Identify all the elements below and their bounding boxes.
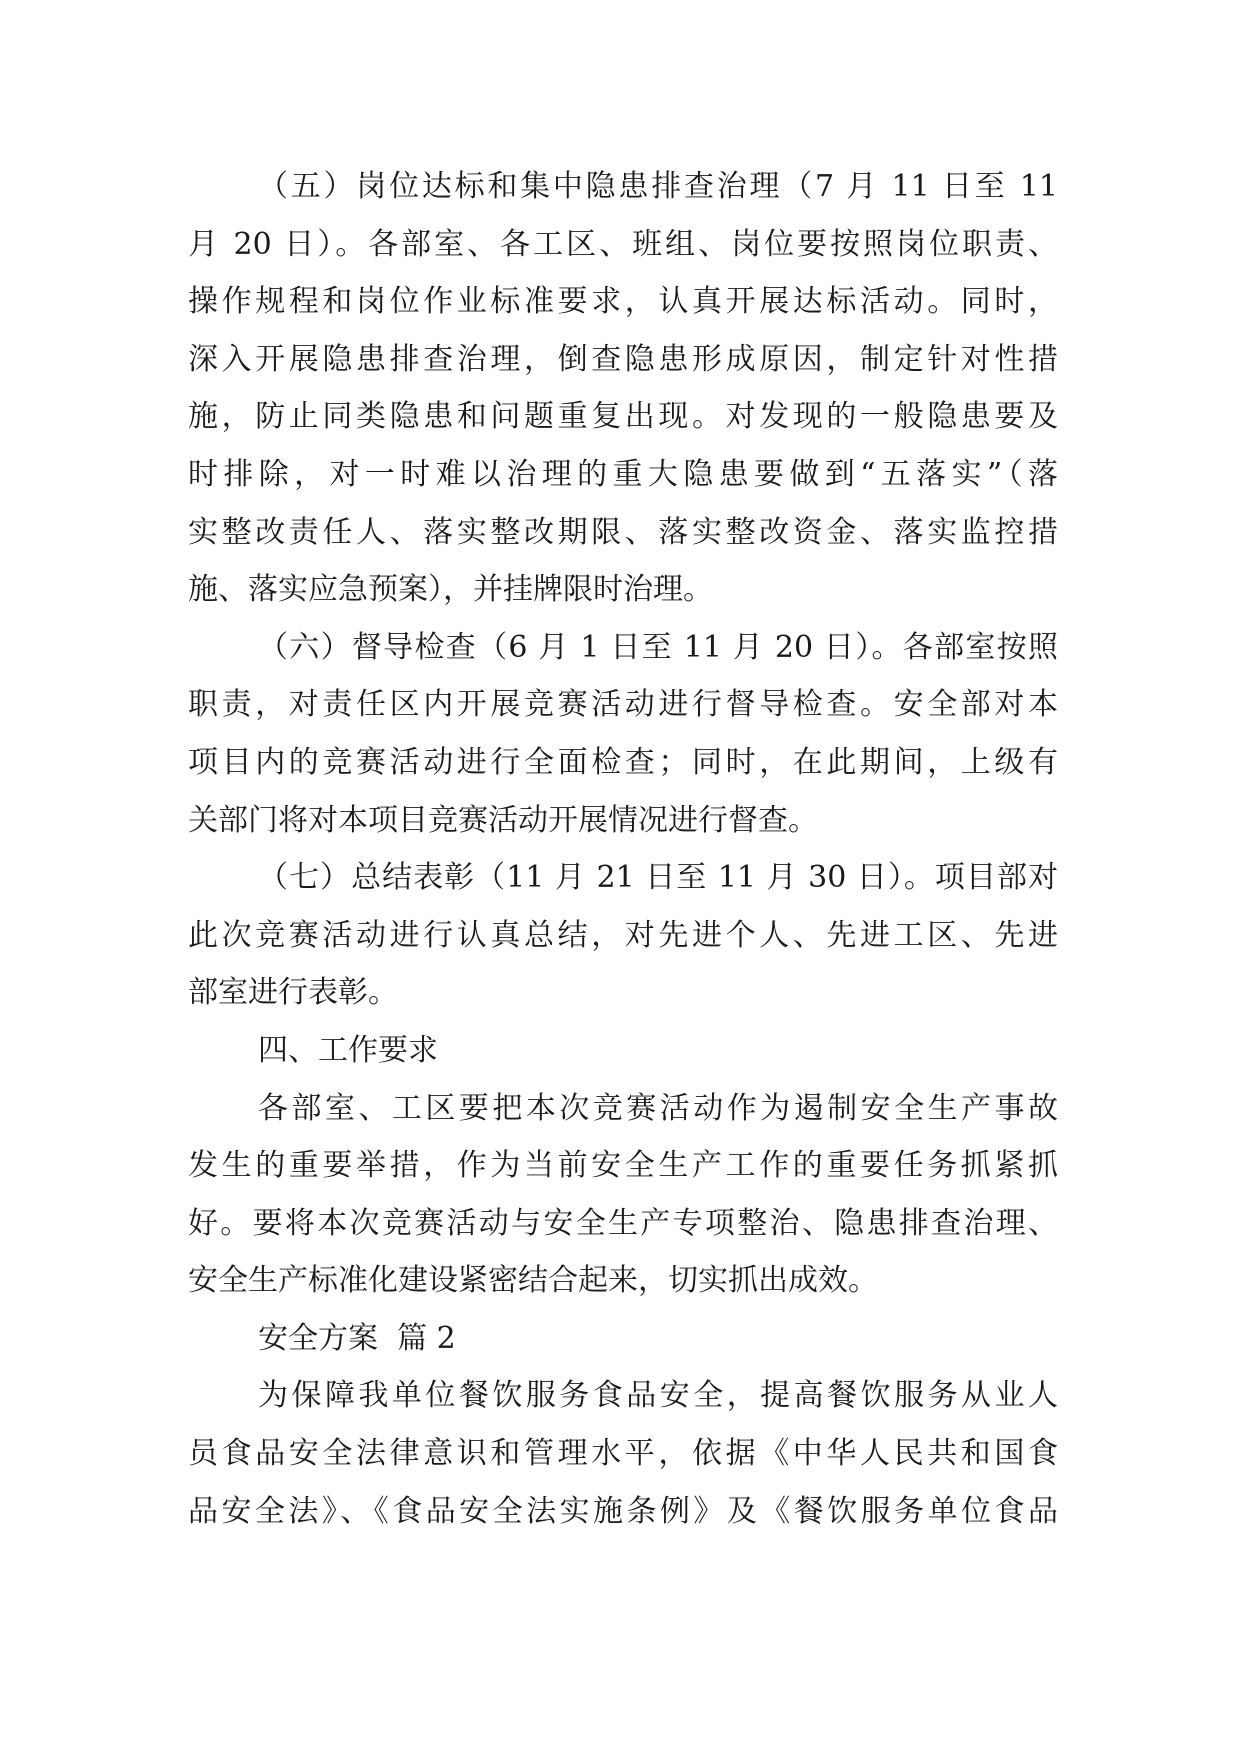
paragraph-5-line-5: 施，防止同类隐患和问题重复出现。对发现的一般隐患要及	[188, 399, 1058, 435]
paragraph-6-line-1: （六）督导检查（6 月 1 日至 11 月 20 日）。各部室按照	[258, 629, 1058, 665]
paragraph-7-line-1: （七）总结表彰（11 月 21 日至 11 月 30 日）。项目部对	[258, 860, 1058, 896]
paragraph-7-line-2: 此次竞赛活动进行认真总结，对先进个人、先进工区、先进	[188, 917, 1058, 953]
plan-2-line-3: 品安全法》、《食品安全法实施条例》及《餐饮服务单位食品	[188, 1493, 1058, 1529]
paragraph-5-line-6: 时排除，对一时难以治理的重大隐患要做到“五落实”（落	[188, 456, 1058, 492]
requirements-line-4: 安全生产标准化建设紧密结合起来，切实抓出成效。	[188, 1263, 878, 1299]
plan-2-line-2: 员食品安全法律意识和管理水平，依据《中华人民共和国食	[188, 1436, 1058, 1472]
paragraph-5-line-4: 深入开展隐患排查治理，倒查隐患形成原因，制定针对性措	[188, 341, 1058, 377]
section-heading-plan-2: 安全方案 篇 2	[258, 1320, 456, 1356]
paragraph-5-line-3: 操作规程和岗位作业标准要求，认真开展达标活动。同时，	[188, 284, 1058, 320]
paragraph-6-line-4: 关部门将对本项目竞赛活动开展情况进行督查。	[188, 802, 818, 838]
paragraph-5-line-2: 月 20 日）。各部室、各工区、班组、岗位要按照岗位职责、	[188, 226, 1058, 262]
paragraph-5-line-1: （五）岗位达标和集中隐患排查治理（7 月 11 日至 11	[258, 169, 1058, 204]
document-body	[188, 158, 1058, 1540]
paragraph-6-line-2: 职责，对责任区内开展竞赛活动进行督导检查。安全部对本	[188, 687, 1058, 723]
paragraph-6-line-3: 项目内的竞赛活动进行全面检查；同时，在此期间，上级有	[188, 744, 1058, 780]
requirements-line-3: 好。要将本次竞赛活动与安全生产专项整治、隐患排查治理、	[188, 1205, 1058, 1241]
section-heading-work-requirements: 四、工作要求	[258, 1032, 438, 1068]
paragraph-7-line-3: 部室进行表彰。	[188, 975, 398, 1011]
paragraph-5-line-8: 施、落实应急预案），并挂牌限时治理。	[188, 572, 713, 608]
paragraph-5-line-7: 实整改责任人、落实整改期限、落实整改资金、落实监控措	[188, 514, 1058, 550]
requirements-line-1: 各部室、工区要把本次竞赛活动作为遏制安全生产事故	[258, 1090, 1058, 1126]
requirements-line-2: 发生的重要举措，作为当前安全生产工作的重要任务抓紧抓	[188, 1148, 1058, 1184]
plan-2-line-1: 为保障我单位餐饮服务食品安全，提高餐饮服务从业人	[258, 1378, 1058, 1414]
